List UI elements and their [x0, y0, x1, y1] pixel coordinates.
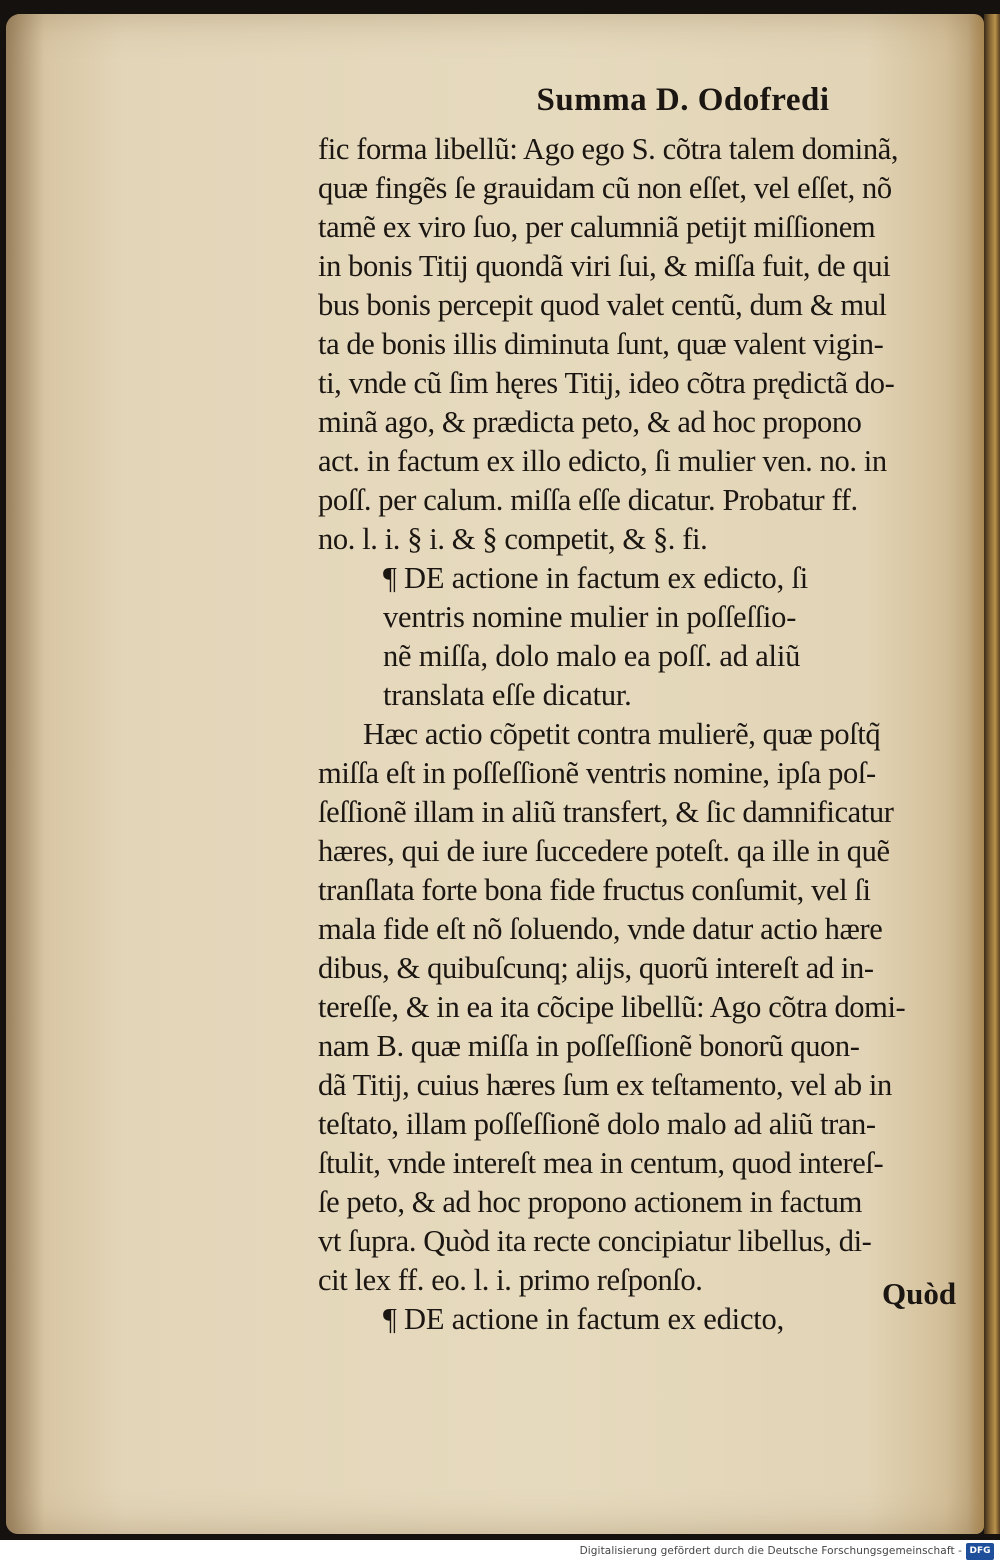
catchword: Quòd: [882, 1276, 957, 1311]
text-line: mala fide eſt nõ ſoluendo, vnde datur actio hære: [318, 912, 883, 946]
text-line: hæres, qui de iure ſuccedere poteſt. qa ille in quẽ: [318, 834, 890, 868]
text-line: ſe peto, & ad hoc propono actionem in factum: [318, 1185, 862, 1219]
text-line: tranſlata forte bona fide fructus conſumit, vel ſi: [318, 873, 871, 907]
section-heading-line: translata eſſe dicatur.: [383, 678, 632, 712]
text-line: dibus, & quibuſcunq; alijs, quorũ intereſt ad in-: [318, 951, 874, 985]
text-line: miſſa eſt in poſſeſſionẽ ventris nomine, ipſa poſ-: [318, 756, 876, 790]
text-line: tamẽ ex viro ſuo, per calumniã petijt miſſionem: [318, 210, 876, 244]
section-heading-line: ¶ DE actione in factum ex edicto,: [383, 1302, 785, 1336]
dfg-logo[interactable]: DFG: [966, 1543, 994, 1560]
text-line: nam B. quæ miſſa in poſſeſſionẽ bonorũ quon-: [318, 1029, 860, 1063]
paragraph-first-line: Hæc actio cõpetit contra mulierẽ, quæ poſtq̃: [363, 717, 881, 751]
text-line: teſtato, illam poſſeſſionẽ dolo malo ad aliũ tran-: [318, 1107, 876, 1141]
text-line: no. l. i. § i. & § competit, & §. fi.: [318, 522, 708, 556]
section-heading-line: nẽ miſſa, dolo malo ea poſſ. ad aliũ: [383, 639, 801, 673]
gilt-page-edge: [984, 14, 1000, 1534]
text-line: poſſ. per calum. miſſa eſſe dicatur. Probatur ff.: [318, 483, 858, 517]
text-line: quæ fingẽs ſe grauidam cũ non eſſet, vel eſſet, nõ: [318, 171, 892, 205]
text-line: fic forma libellũ: Ago ego S. cõtra talem dominã,: [318, 132, 899, 166]
text-line: minã ago, & prædicta peto, & ad hoc propono: [318, 405, 862, 439]
funding-notice: Digitalisierung gefördert durch die Deutsche Forschungsgemeinschaft -: [579, 1545, 962, 1557]
text-line: in bonis Titij quondã viri ſui, & miſſa fuit, de qui: [318, 249, 891, 283]
text-line: ta de bonis illis diminuta ſunt, quæ valent vigin-: [318, 327, 884, 361]
section-heading-line: ventris nomine mulier in poſſeſſio-: [383, 600, 797, 634]
text-line: ſtulit, vnde intereſt mea in centum, quod intereſ-: [318, 1146, 884, 1180]
text-line: tereſſe, & in ea ita cõcipe libellũ: Ago cõtra domi-: [318, 990, 906, 1024]
text-line: vt ſupra. Quòd ita recte concipiatur libellus, di-: [318, 1224, 872, 1258]
text-line: dã Titij, cuius hæres ſum ex teſtamento, vel ab in: [318, 1068, 892, 1102]
running-head: Summa D. Odofredi: [536, 82, 830, 118]
text-line: cit lex ff. eo. l. i. primo reſponſo.: [318, 1263, 703, 1297]
text-line: ti, vnde cũ ſim hęres Titij, ideo cõtra prędictã do-: [318, 366, 895, 400]
page-text-block: [318, 84, 958, 1343]
digitization-footer: [0, 1540, 1000, 1564]
text-line: bus bonis percepit quod valet centũ, dum & mul: [318, 288, 887, 322]
section-heading-line: ¶ DE actione in factum ex edicto, ſi: [383, 561, 808, 595]
text-line: act. in factum ex illo edicto, ſi mulier ven. no. in: [318, 444, 887, 478]
text-line: ſeſſionẽ illam in aliũ transfert, & ſic damnificatur: [318, 795, 894, 829]
